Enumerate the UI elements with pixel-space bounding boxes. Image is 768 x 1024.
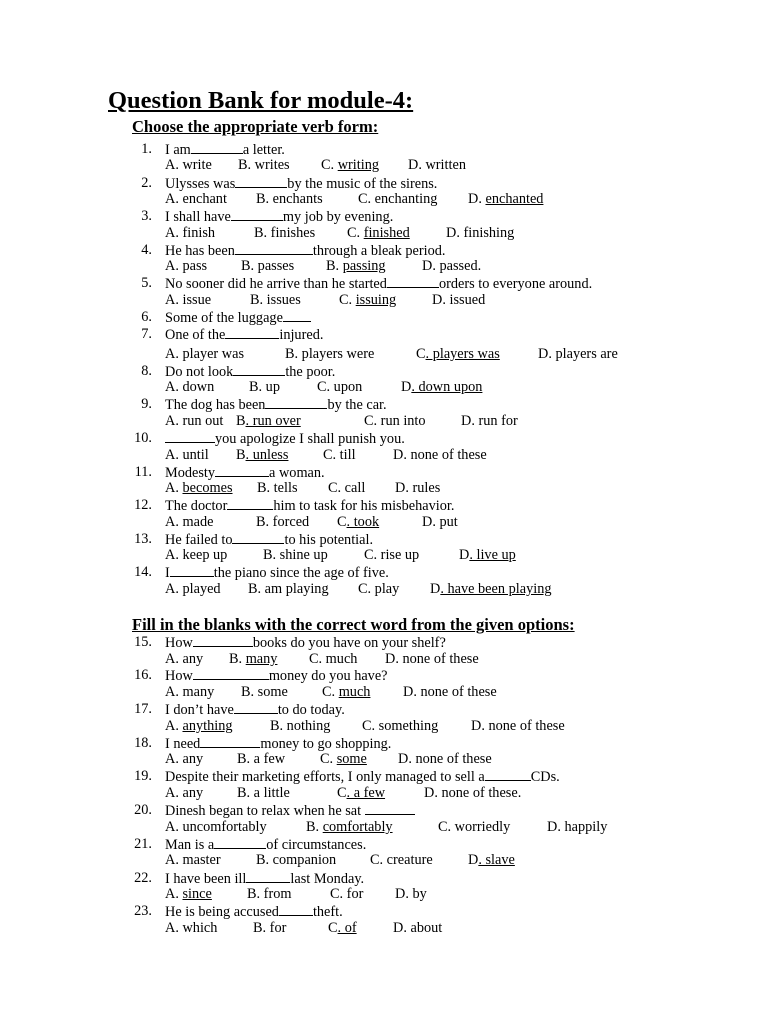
question-text-segment: He is being accused xyxy=(165,904,279,920)
question-text-segment: him to task for his misbehavior. xyxy=(273,498,455,514)
question-number: 22. xyxy=(134,870,152,886)
answer-option: A. uncomfortably xyxy=(165,819,267,835)
question-text-segment: by the music of the sirens. xyxy=(287,176,438,192)
question-text xyxy=(165,836,366,854)
correct-answer-option: . players was xyxy=(425,346,500,362)
correct-answer-option: . took xyxy=(346,514,380,530)
answer-option: B. finishes xyxy=(254,225,316,241)
option-letter: B. xyxy=(306,819,323,835)
answer-option xyxy=(401,379,482,396)
answer-blank xyxy=(233,363,285,376)
question-text-segment: through a bleak period. xyxy=(312,243,446,259)
answer-blank xyxy=(365,802,415,815)
answer-option xyxy=(229,651,277,668)
question-text-segment: by the car. xyxy=(327,397,387,413)
answer-option: C. run into xyxy=(364,413,426,429)
question-text-segment: money do you have? xyxy=(268,668,388,684)
answer-option: B. a few xyxy=(237,751,286,767)
question-number: 13. xyxy=(134,531,152,547)
question-text xyxy=(165,141,285,159)
answer-option: D. issued xyxy=(432,292,486,308)
answer-option: A. pass xyxy=(165,258,208,274)
question-number: 14. xyxy=(134,564,152,580)
option-letter: B. xyxy=(326,258,343,274)
correct-answer-option: enchanted xyxy=(485,191,544,207)
question-number: 21. xyxy=(134,836,152,852)
option-letter: D xyxy=(401,379,412,395)
option-letter: C. xyxy=(347,225,364,241)
correct-answer-option: since xyxy=(182,886,212,902)
answer-option: D. none of these. xyxy=(424,785,522,801)
question-text xyxy=(165,208,393,226)
question-text-segment: Despite their marketing efforts, I only managed to sell a xyxy=(165,769,485,785)
answer-blank xyxy=(170,564,214,577)
question-text-segment: Modesty xyxy=(165,465,216,481)
question-text xyxy=(165,363,335,381)
answer-blank xyxy=(232,531,284,544)
answer-blank xyxy=(283,309,311,322)
answer-option xyxy=(339,292,396,309)
question-text-segment: the poor. xyxy=(285,364,336,380)
answer-option: B. nothing xyxy=(270,718,331,734)
correct-answer-option: . have been playing xyxy=(440,581,552,597)
question-text-segment: theft. xyxy=(312,904,343,920)
answer-option xyxy=(165,480,233,497)
answer-option: C. something xyxy=(362,718,439,734)
question-text-segment: He has been xyxy=(165,243,235,259)
answer-option: D. finishing xyxy=(446,225,515,241)
answer-option: B. some xyxy=(241,684,288,700)
question-text xyxy=(165,870,364,888)
option-letter: C xyxy=(337,514,347,530)
question-text-segment: books do you have on your shelf? xyxy=(252,635,446,651)
option-letter: B xyxy=(236,447,246,463)
answer-option: A. until xyxy=(165,447,209,463)
answer-option: D. players are xyxy=(538,346,618,362)
answer-option: D. rules xyxy=(395,480,441,496)
answer-option: C. much xyxy=(309,651,358,667)
answer-option xyxy=(165,886,212,903)
answer-blank xyxy=(265,396,327,409)
answer-option: D. none of these xyxy=(403,684,497,700)
answer-option xyxy=(322,684,370,701)
question-text-segment: last Monday. xyxy=(290,871,365,887)
answer-option: D. passed. xyxy=(422,258,482,274)
correct-answer-option: some xyxy=(336,751,367,767)
answer-option: B. passes xyxy=(241,258,295,274)
question-text-segment: injured. xyxy=(279,327,324,343)
question-number: 5. xyxy=(141,275,152,291)
answer-option xyxy=(337,514,379,531)
question-text-segment: The dog has been xyxy=(165,397,266,413)
question-text-segment: you apologize I shall punish you. xyxy=(215,431,405,447)
correct-answer-option: anything xyxy=(182,718,233,734)
option-letter: C. xyxy=(321,157,338,173)
question-text xyxy=(165,275,592,293)
answer-option: D. put xyxy=(422,514,458,530)
option-letter: A. xyxy=(165,718,183,734)
question-text xyxy=(165,903,343,921)
option-letter: D xyxy=(430,581,441,597)
answer-option: A. any xyxy=(165,751,204,767)
question-number: 8. xyxy=(141,363,152,379)
correct-answer-option: . down upon xyxy=(411,379,483,395)
correct-answer-option: passing xyxy=(342,258,386,274)
option-letter: C. xyxy=(322,684,339,700)
answer-option: A. down xyxy=(165,379,215,395)
answer-option: A. played xyxy=(165,581,221,597)
question-text-segment: Dinesh began to relax when he sat xyxy=(165,803,365,819)
answer-option: D. happily xyxy=(547,819,608,835)
answer-option: A. issue xyxy=(165,292,212,308)
question-text-segment: a letter. xyxy=(242,142,285,158)
question-text-segment: The doctor xyxy=(165,498,228,514)
question-text xyxy=(165,497,454,515)
question-text-segment: I xyxy=(165,565,170,581)
answer-blank xyxy=(235,175,287,188)
answer-option: D. none of these xyxy=(471,718,565,734)
question-number: 6. xyxy=(141,309,152,325)
question-text xyxy=(165,564,389,582)
answer-blank xyxy=(387,275,439,288)
option-letter: D xyxy=(459,547,470,563)
answer-option: C. call xyxy=(328,480,366,496)
answer-option: A. run out xyxy=(165,413,224,429)
question-number: 1. xyxy=(141,141,152,157)
answer-option: B. tells xyxy=(257,480,298,496)
question-text xyxy=(165,396,387,414)
question-text-segment: I need xyxy=(165,736,201,752)
option-letter: B. xyxy=(229,651,246,667)
answer-option: D. none of these xyxy=(393,447,487,463)
answer-option xyxy=(347,225,410,242)
question-number: 9. xyxy=(141,396,152,412)
question-number: 15. xyxy=(134,634,152,650)
answer-blank xyxy=(485,768,531,781)
answer-option xyxy=(326,258,386,275)
answer-blank xyxy=(246,870,290,883)
question-text xyxy=(165,634,446,652)
correct-answer-option: comfortably xyxy=(322,819,393,835)
answer-option: D. by xyxy=(395,886,427,902)
correct-answer-option: . live up xyxy=(469,547,516,563)
answer-option: A. keep up xyxy=(165,547,228,563)
question-number: 10. xyxy=(134,430,152,446)
question-text-segment: the piano since the age of five. xyxy=(213,565,389,581)
question-text-segment: my job by evening. xyxy=(282,209,394,225)
question-text-segment: to do today. xyxy=(277,702,345,718)
answer-option: C. upon xyxy=(317,379,363,395)
answer-option: A. any xyxy=(165,785,204,801)
answer-option: A. many xyxy=(165,684,215,700)
option-letter: C. xyxy=(320,751,337,767)
option-letter: D. xyxy=(468,191,486,207)
answer-option: C. play xyxy=(358,581,400,597)
correct-answer-option: . of xyxy=(337,920,357,936)
answer-blank xyxy=(235,242,313,255)
page-title: Question Bank for module-4: xyxy=(108,87,414,114)
answer-option: B. from xyxy=(247,886,292,902)
answer-blank xyxy=(215,464,269,477)
option-letter: C. xyxy=(339,292,356,308)
answer-option xyxy=(321,157,379,174)
option-letter: C xyxy=(416,346,426,362)
option-letter: C xyxy=(328,920,338,936)
question-text xyxy=(165,531,373,549)
answer-option: C. rise up xyxy=(364,547,420,563)
question-text xyxy=(165,430,405,448)
answer-option: B. shine up xyxy=(263,547,328,563)
correct-answer-option: issuing xyxy=(355,292,397,308)
option-letter: A. xyxy=(165,886,183,902)
answer-option xyxy=(430,581,552,598)
question-text xyxy=(165,309,311,327)
answer-option: D. none of these xyxy=(398,751,492,767)
answer-option xyxy=(306,819,393,836)
answer-option: C. worriedly xyxy=(438,819,511,835)
question-number: 20. xyxy=(134,802,152,818)
correct-answer-option: . unless xyxy=(245,447,289,463)
question-text-segment: of circumstances. xyxy=(266,837,367,853)
question-text-segment: How xyxy=(165,668,193,684)
answer-option: D. none of these xyxy=(385,651,479,667)
answer-option xyxy=(165,718,233,735)
question-text-segment: Ulysses was xyxy=(165,176,236,192)
answer-blank xyxy=(231,208,283,221)
answer-blank xyxy=(193,634,253,647)
question-number: 18. xyxy=(134,735,152,751)
question-text xyxy=(165,242,445,260)
answer-option: B. for xyxy=(253,920,287,936)
correct-answer-option: many xyxy=(245,651,278,667)
question-text-segment: Some of the luggage xyxy=(165,310,283,326)
question-text-segment: How xyxy=(165,635,193,651)
section-heading-fill-blanks: Fill in the blanks with the correct word from the given options: xyxy=(132,615,575,634)
answer-option: A. write xyxy=(165,157,212,173)
question-number: 7. xyxy=(141,326,152,342)
answer-option: B. writes xyxy=(238,157,290,173)
answer-blank xyxy=(227,497,273,510)
answer-option xyxy=(459,547,516,564)
question-text-segment: I have been ill xyxy=(165,871,247,887)
answer-option: B. forced xyxy=(256,514,310,530)
question-number: 4. xyxy=(141,242,152,258)
answer-option: B. companion xyxy=(256,852,337,868)
answer-option: C. creature xyxy=(370,852,433,868)
question-text xyxy=(165,735,391,753)
question-text-segment: He failed to xyxy=(165,532,233,548)
correct-answer-option: . slave xyxy=(478,852,515,868)
answer-option xyxy=(337,785,385,802)
answer-option xyxy=(416,346,500,363)
correct-answer-option: writing xyxy=(337,157,379,173)
question-number: 23. xyxy=(134,903,152,919)
question-number: 2. xyxy=(141,175,152,191)
answer-blank xyxy=(165,430,215,443)
answer-blank xyxy=(225,326,279,339)
answer-option: A. master xyxy=(165,852,221,868)
option-letter: A. xyxy=(165,480,183,496)
question-text-segment: money to go shopping. xyxy=(260,736,392,752)
question-text-segment: No sooner did he arrive than he started xyxy=(165,276,387,292)
question-text-segment: I am xyxy=(165,142,191,158)
answer-option xyxy=(236,447,288,464)
answer-blank xyxy=(279,903,313,916)
question-number: 17. xyxy=(134,701,152,717)
answer-blank xyxy=(214,836,266,849)
question-text-segment: to his potential. xyxy=(284,532,374,548)
question-text-segment: One of the xyxy=(165,327,226,343)
question-number: 16. xyxy=(134,667,152,683)
question-text-segment: Man is a xyxy=(165,837,215,853)
question-text xyxy=(165,802,415,820)
answer-option: B. up xyxy=(249,379,280,395)
answer-option: C. till xyxy=(323,447,356,463)
answer-option: B. enchants xyxy=(256,191,323,207)
answer-blank xyxy=(193,667,269,680)
question-text xyxy=(165,464,325,482)
answer-option: A. which xyxy=(165,920,218,936)
question-text-segment: CDs. xyxy=(530,769,560,785)
question-text xyxy=(165,701,345,719)
answer-option: B. issues xyxy=(250,292,301,308)
answer-option: A. made xyxy=(165,514,214,530)
answer-option: C. enchanting xyxy=(358,191,438,207)
question-text xyxy=(165,326,323,344)
answer-option xyxy=(468,852,515,869)
question-text-segment: I shall have xyxy=(165,209,231,225)
answer-option xyxy=(320,751,367,768)
question-text-segment: I don’t have xyxy=(165,702,234,718)
answer-option: A. any xyxy=(165,651,204,667)
option-letter: B xyxy=(236,413,246,429)
answer-option: B. players were xyxy=(285,346,375,362)
question-text-segment: a woman. xyxy=(269,465,325,481)
answer-option xyxy=(468,191,543,208)
section-heading-verb-form: Choose the appropriate verb form: xyxy=(132,117,379,136)
option-letter: D xyxy=(468,852,479,868)
answer-option xyxy=(328,920,357,937)
answer-option: A. finish xyxy=(165,225,216,241)
answer-option xyxy=(236,413,301,430)
answer-option: B. a little xyxy=(237,785,290,801)
answer-option: D. run for xyxy=(461,413,518,429)
correct-answer-option: becomes xyxy=(182,480,233,496)
question-text xyxy=(165,175,437,193)
answer-option: A. enchant xyxy=(165,191,227,207)
answer-blank xyxy=(234,701,278,714)
correct-answer-option: . run over xyxy=(245,413,301,429)
option-letter: C xyxy=(337,785,347,801)
answer-option: C. for xyxy=(330,886,364,902)
question-number: 12. xyxy=(134,497,152,513)
answer-blank xyxy=(200,735,260,748)
question-text-segment: Do not look xyxy=(165,364,234,380)
answer-option: D. written xyxy=(408,157,466,173)
answer-option: D. about xyxy=(393,920,443,936)
answer-option: B. am playing xyxy=(248,581,329,597)
answer-option: A. player was xyxy=(165,346,245,362)
correct-answer-option: finished xyxy=(363,225,410,241)
question-text xyxy=(165,667,388,685)
correct-answer-option: much xyxy=(338,684,371,700)
question-text xyxy=(165,768,560,786)
question-number: 3. xyxy=(141,208,152,224)
question-text-segment: orders to everyone around. xyxy=(438,276,593,292)
answer-blank xyxy=(191,141,243,154)
correct-answer-option: . a few xyxy=(346,785,386,801)
question-number: 19. xyxy=(134,768,152,784)
question-number: 11. xyxy=(134,464,152,480)
